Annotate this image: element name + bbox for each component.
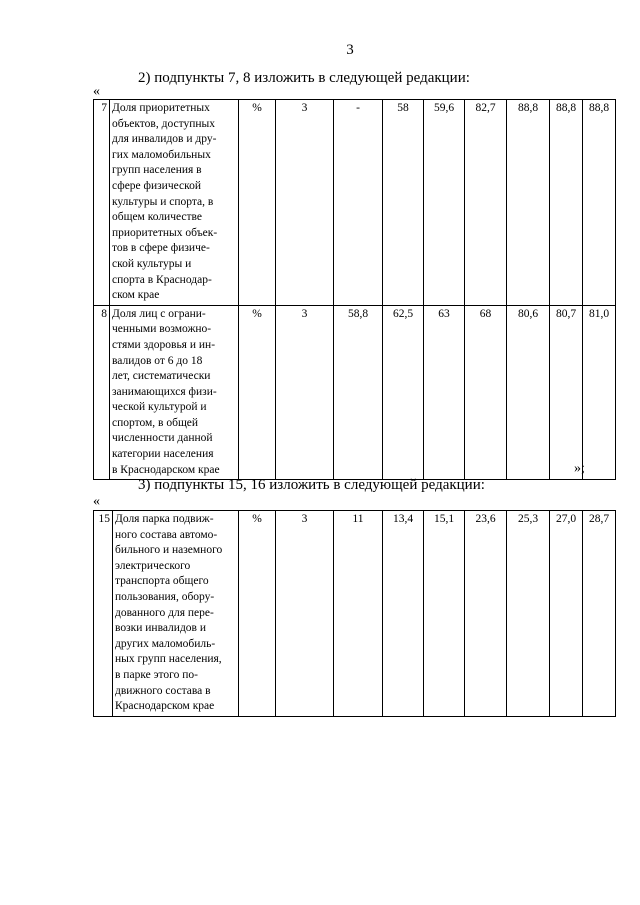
row-number: 8 [94, 305, 110, 480]
value-cell: 3 [276, 100, 334, 306]
table-section-3 [93, 510, 616, 717]
value-cell: 23,6 [465, 511, 507, 717]
table-row [94, 100, 616, 306]
row-number: 15 [94, 511, 113, 717]
table-section-2 [93, 99, 616, 480]
indicator-text: Доля лиц с ограни- ченными возможно- стями здоровья и ин- валидов от 6 до 18 лет, систематически занимающихся физи- ческой культурой и спортом, в общей численности данной категории населения в Краснодарском крае [110, 305, 239, 480]
page-number: 3 [346, 42, 354, 58]
value-cell: 11 [334, 511, 383, 717]
value-cell: 63 [424, 305, 465, 480]
value-cell: 3 [276, 305, 334, 480]
section-2-heading: 2) подпункты 7, 8 изложить в следующей редакции: [138, 70, 470, 86]
value-cell: 13,4 [383, 511, 424, 717]
value-cell: 59,6 [424, 100, 465, 306]
value-cell: 80,6 [507, 305, 550, 480]
value-cell: 68 [465, 305, 507, 480]
unit-cell: % [239, 511, 276, 717]
indicator-text: Доля парка подвиж- ного состава автомо- бильного и наземного электрического транспорта общего пользования, обору- дованного для пере- возки инвалидов и других маломобиль- ных групп населения, в парке этого по- движного состава в Краснодарском крае [113, 511, 239, 717]
unit-cell: % [239, 100, 276, 306]
value-cell: 81,0 [583, 305, 616, 480]
value-cell: 62,5 [383, 305, 424, 480]
value-cell: 15,1 [424, 511, 465, 717]
value-cell: 82,7 [465, 100, 507, 306]
value-cell: 80,7 [550, 305, 583, 480]
value-cell: 25,3 [507, 511, 550, 717]
section-2-open-quote: « [93, 84, 100, 99]
section-3-open-quote: « [93, 494, 100, 509]
unit-cell: % [239, 305, 276, 480]
value-cell: 28,7 [583, 511, 616, 717]
value-cell: 88,8 [583, 100, 616, 306]
row-number: 7 [94, 100, 110, 306]
section-2-close-quote: »; [574, 461, 585, 476]
value-cell: 88,8 [507, 100, 550, 306]
value-cell: 88,8 [550, 100, 583, 306]
value-cell: 58,8 [334, 305, 383, 480]
table-row [94, 305, 616, 480]
value-cell: 58 [383, 100, 424, 306]
section-3-heading: 3) подпункты 15, 16 изложить в следующей редакции: [138, 477, 485, 493]
value-cell: - [334, 100, 383, 306]
value-cell: 3 [276, 511, 334, 717]
table-row [94, 511, 616, 717]
value-cell: 27,0 [550, 511, 583, 717]
indicator-text: Доля приоритетных объектов, доступных для инвалидов и дру- гих маломобильных групп населения в сфере физической культуры и спорта, в общем количестве приоритетных объек- тов в сфере физиче- ской культуры и спорта в Краснодар- ском крае [110, 100, 239, 306]
